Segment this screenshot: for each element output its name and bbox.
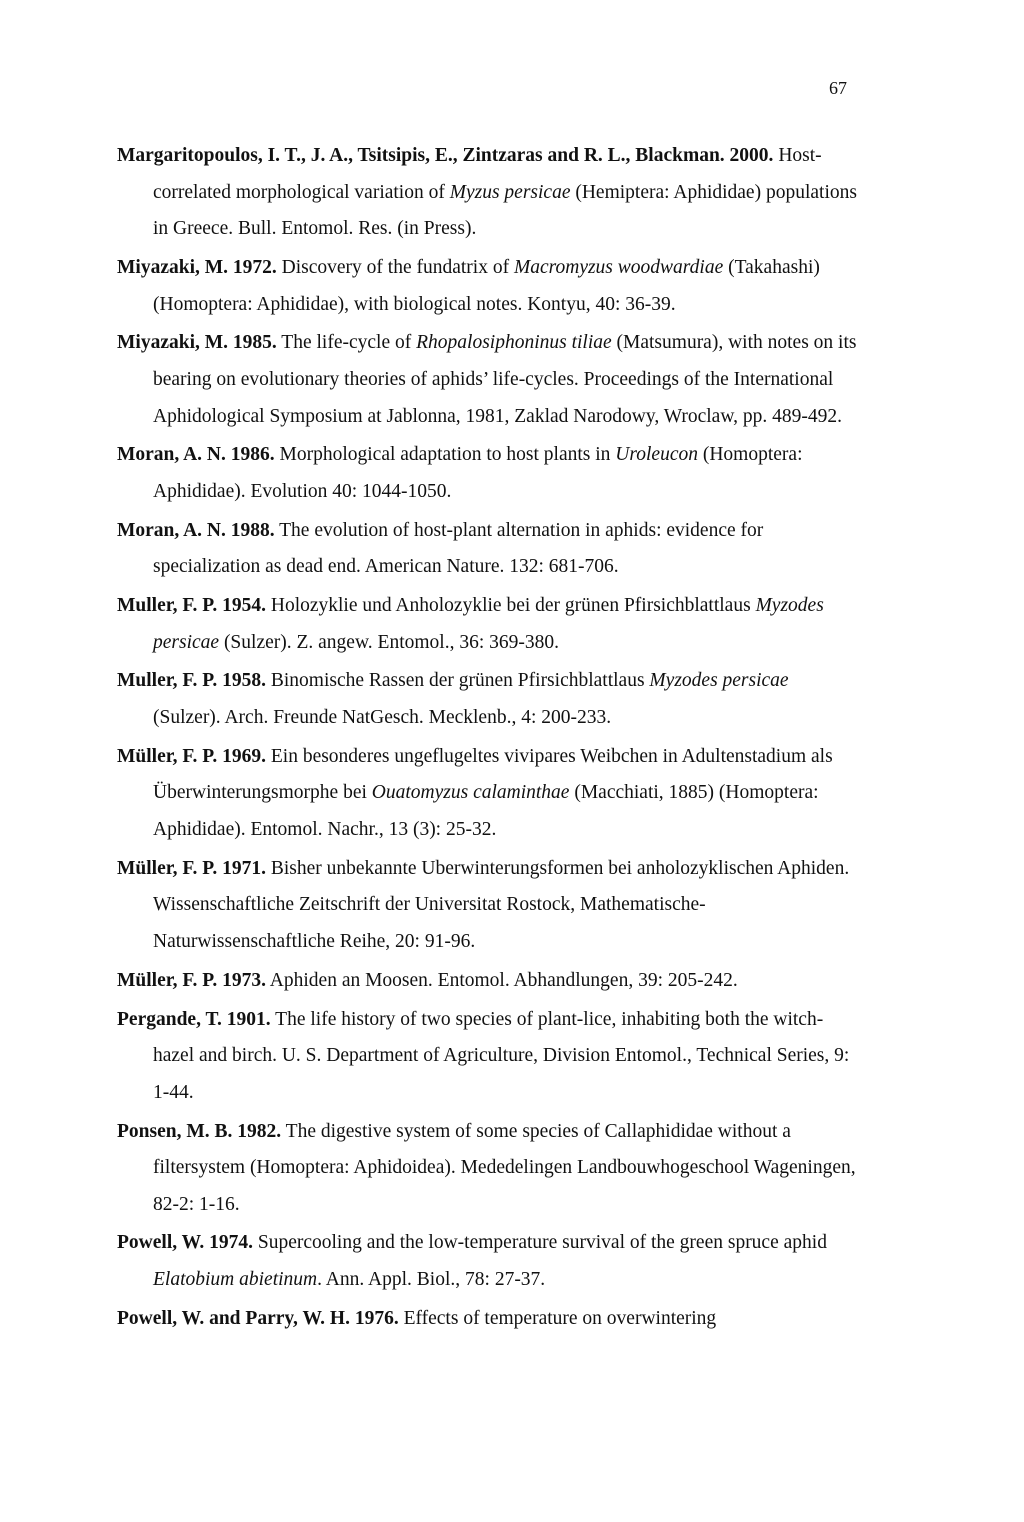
reference-text: Bisher unbekannte Uberwinterungsformen bei anholozyklischen Aphiden. Wissenschaftliche Zeitschrift der Universitat Rostock, Mathematische-Naturwissenschaftliche Reihe, 20: 91-96. [153, 857, 850, 952]
reference-text: The life history of two species of plant-lice, inhabiting both the witch-hazel and birch. U. S. Department of Agriculture, Division Entomol., Technical Series, 9: 1-44. [153, 1008, 850, 1103]
reference-author: Pergande, T. 1901. [117, 1008, 271, 1030]
reference-text: Ein besonderes ungeflugeltes vivipares Weibchen in Adultenstadium als Überwinterungsmorphe bei [153, 745, 833, 804]
reference-taxon: Myzodes persicae [153, 595, 824, 653]
reference-author: Müller, F. P. 1971. [117, 857, 266, 879]
reference-entry [117, 437, 857, 510]
reference-text: Holozyklie und Anholozyklie bei der grünen Pfirsichblattlaus [265, 595, 756, 617]
reference-taxon: Macromyzus woodwardiae [513, 256, 724, 278]
reference-list [117, 138, 857, 1340]
reference-entry [117, 851, 857, 961]
reference-text: Discovery of the fundatrix of [276, 256, 514, 278]
reference-author: Müller, F. P. 1969. [117, 745, 266, 767]
reference-body [399, 1308, 716, 1329]
reference-entry [117, 1225, 857, 1298]
reference-taxon: Myzus persicae [449, 181, 571, 203]
reference-text: (Sulzer). Arch. Freunde NatGesch. Mecklenb., 4: 200-233. [153, 707, 612, 729]
reference-entry [117, 325, 857, 435]
reference-author: Moran, A. N. 1986. [117, 444, 275, 466]
reference-entry [117, 1114, 857, 1224]
reference-entry [117, 963, 857, 1000]
reference-entry [117, 663, 857, 736]
reference-text: . Ann. Appl. Biol., 78: 27-37. [317, 1269, 546, 1291]
reference-text: Supercooling and the low-temperature survival of the green spruce aphid [252, 1232, 827, 1254]
reference-body [153, 1232, 827, 1290]
reference-text: The life-cycle of [276, 332, 417, 354]
reference-taxon: Uroleucon [615, 444, 698, 466]
reference-entry [117, 138, 857, 248]
reference-text: (Sulzer). Z. angew. Entomol., 36: 369-380. [219, 631, 559, 653]
reference-taxon: Ouatomyzus calaminthae [371, 782, 570, 804]
reference-text: Host-correlated morphological variation of [153, 145, 822, 203]
reference-author: Muller, F. P. 1954. [117, 595, 266, 617]
reference-author: Moran, A. N. 1988. [117, 519, 275, 541]
reference-text: (Takahashi) (Homoptera: Aphididae), with biological notes. Kontyu, 40: 36-39. [153, 256, 820, 315]
reference-text: (Matsumura), with notes on its bearing on evolutionary theories of aphids’ life-cycles. Proceedings of the International Aphidological Symposium at Jablonna, 1981, Zaklad Narodowy, Wroclaw, pp. 489-492. [153, 332, 857, 427]
reference-author: Ponsen, M. B. 1982. [117, 1120, 282, 1142]
reference-entry [117, 588, 857, 661]
reference-taxon: Elatobium abietinum [153, 1269, 318, 1291]
reference-author: Muller, F. P. 1958. [117, 670, 266, 692]
reference-text: Effects of temperature on overwintering [398, 1307, 717, 1329]
reference-taxon: Myzodes persicae [649, 670, 789, 692]
reference-author: Powell, W. and Parry, W. H. 1976. [117, 1307, 399, 1329]
reference-text: The evolution of host-plant alternation in aphids: evidence for specialization as dead end. American Nature. 132: 681-706. [153, 519, 764, 578]
reference-author: Margaritopoulos, I. T., J. A., Tsitsipis, E., Zintzaras and R. L., Blackman. 2000. [117, 145, 774, 166]
reference-author: Miyazaki, M. 1985. [117, 332, 277, 354]
reference-text: Binomische Rassen der grünen Pfirsichblattlaus [265, 670, 650, 692]
reference-body [266, 970, 738, 991]
reference-author: Powell, W. 1974. [117, 1232, 253, 1254]
reference-text: (Hemiptera: Aphididae) populations in Greece. Bull. Entomol. Res. (in Press). [153, 181, 857, 240]
reference-text: (Macchiati, 1885) (Homoptera: Aphididae). Entomol. Nachr., 13 (3): 25-32. [153, 782, 819, 840]
reference-taxon: Rhopalosiphoninus tiliae [416, 332, 612, 354]
reference-text: The digestive system of some species of Callaphididae without a filtersystem (Homoptera: Aphidoidea). Mededelingen Landbouwhogeschool Wageningen, 82-2: 1-16. [153, 1120, 856, 1215]
reference-author: Müller, F. P. 1973. [117, 969, 266, 991]
reference-entry [117, 250, 857, 323]
reference-entry [117, 1002, 857, 1112]
reference-entry [117, 739, 857, 849]
reference-text: Morphological adaptation to host plants in [274, 444, 616, 466]
reference-text: Aphiden an Moosen. Entomol. Abhandlungen, 39: 205-242. [265, 969, 738, 991]
reference-entry [117, 513, 857, 586]
page-number: 67 [829, 78, 847, 98]
reference-entry [117, 1301, 857, 1338]
reference-author: Miyazaki, M. 1972. [117, 256, 277, 278]
reference-text: (Homoptera: Aphididae). Evolution 40: 1044-1050. [153, 444, 803, 502]
